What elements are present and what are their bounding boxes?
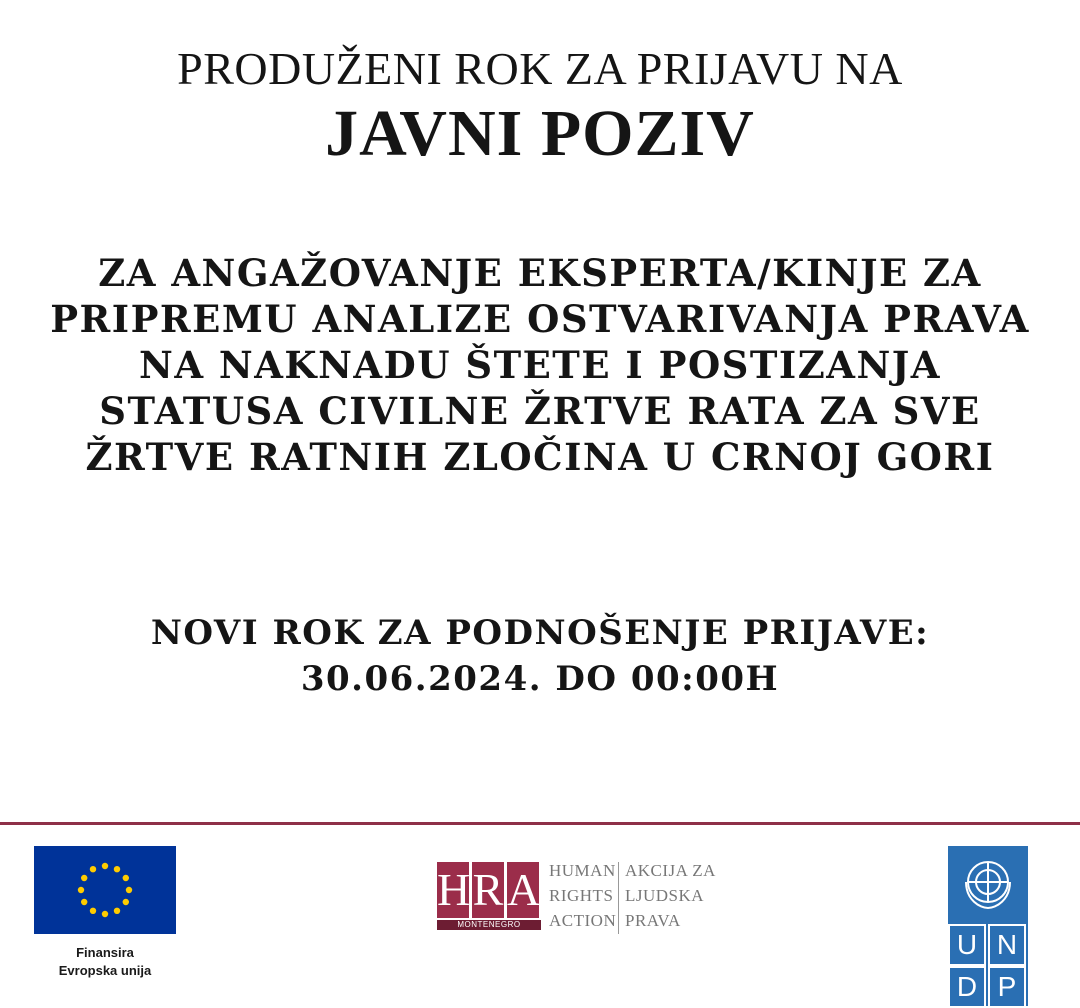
eu-stars [34,846,176,934]
hra-name-en [549,858,616,933]
undp-letter: U [948,924,986,966]
deadline-value: 30.06.2024. DO 00:00H [300,659,780,699]
eu-caption-line: Evropska unija [58,963,152,978]
hra-name-line: RIGHTS [549,886,614,905]
subject-line: STATUSA CIVILNE ŽRTVE RATA ZA SVE [99,389,981,433]
hra-name-line: PRAVA [625,911,681,930]
eu-caption-line: Finansira [76,945,134,960]
hra-name-line: ACTION [549,911,617,930]
hra-name-line: HUMAN [549,861,616,880]
subject-line: ZA ANGAŽOVANJE EKSPERTA/KINJE ZA [98,251,982,295]
eu-caption [30,944,180,980]
footer-divider [0,822,1080,825]
undp-letter: D [948,966,986,1008]
hra-name-me [625,858,716,933]
hra-subtitle: MONTENEGRO [437,920,541,930]
undp-letter: N [988,924,1026,966]
page-title: JAVNI POZIV [325,97,755,170]
pre-title: PRODUŽENI ROK ZA PRIJAVU NA [177,43,903,94]
hra-logo-icon [437,858,541,932]
hra-name-line: AKCIJA ZA [625,861,716,880]
hra-letter: A [507,862,539,918]
undp-letter: P [988,966,1026,1008]
subject-line: PRIPREMU ANALIZE OSTVARIVANJA PRAVA [50,297,1030,341]
call-subject [0,250,1080,480]
deadline-label: NOVI ROK ZA PODNOŠENJE PRIJAVE: [150,613,930,653]
hra-letter: H [437,862,469,918]
deadline-block [0,610,1080,702]
un-emblem-icon [958,852,1018,912]
hra-separator [618,862,619,934]
hra-letter: R [472,862,504,918]
undp-logo-icon [948,846,1028,1006]
eu-flag-icon [34,846,176,934]
hra-name-line: LJUDSKA [625,886,705,905]
subject-line: NA NAKNADU ŠTETE I POSTIZANJA [139,343,941,387]
subject-line: ŽRTVE RATNIH ZLOČINA U CRNOJ GORI [85,435,995,479]
